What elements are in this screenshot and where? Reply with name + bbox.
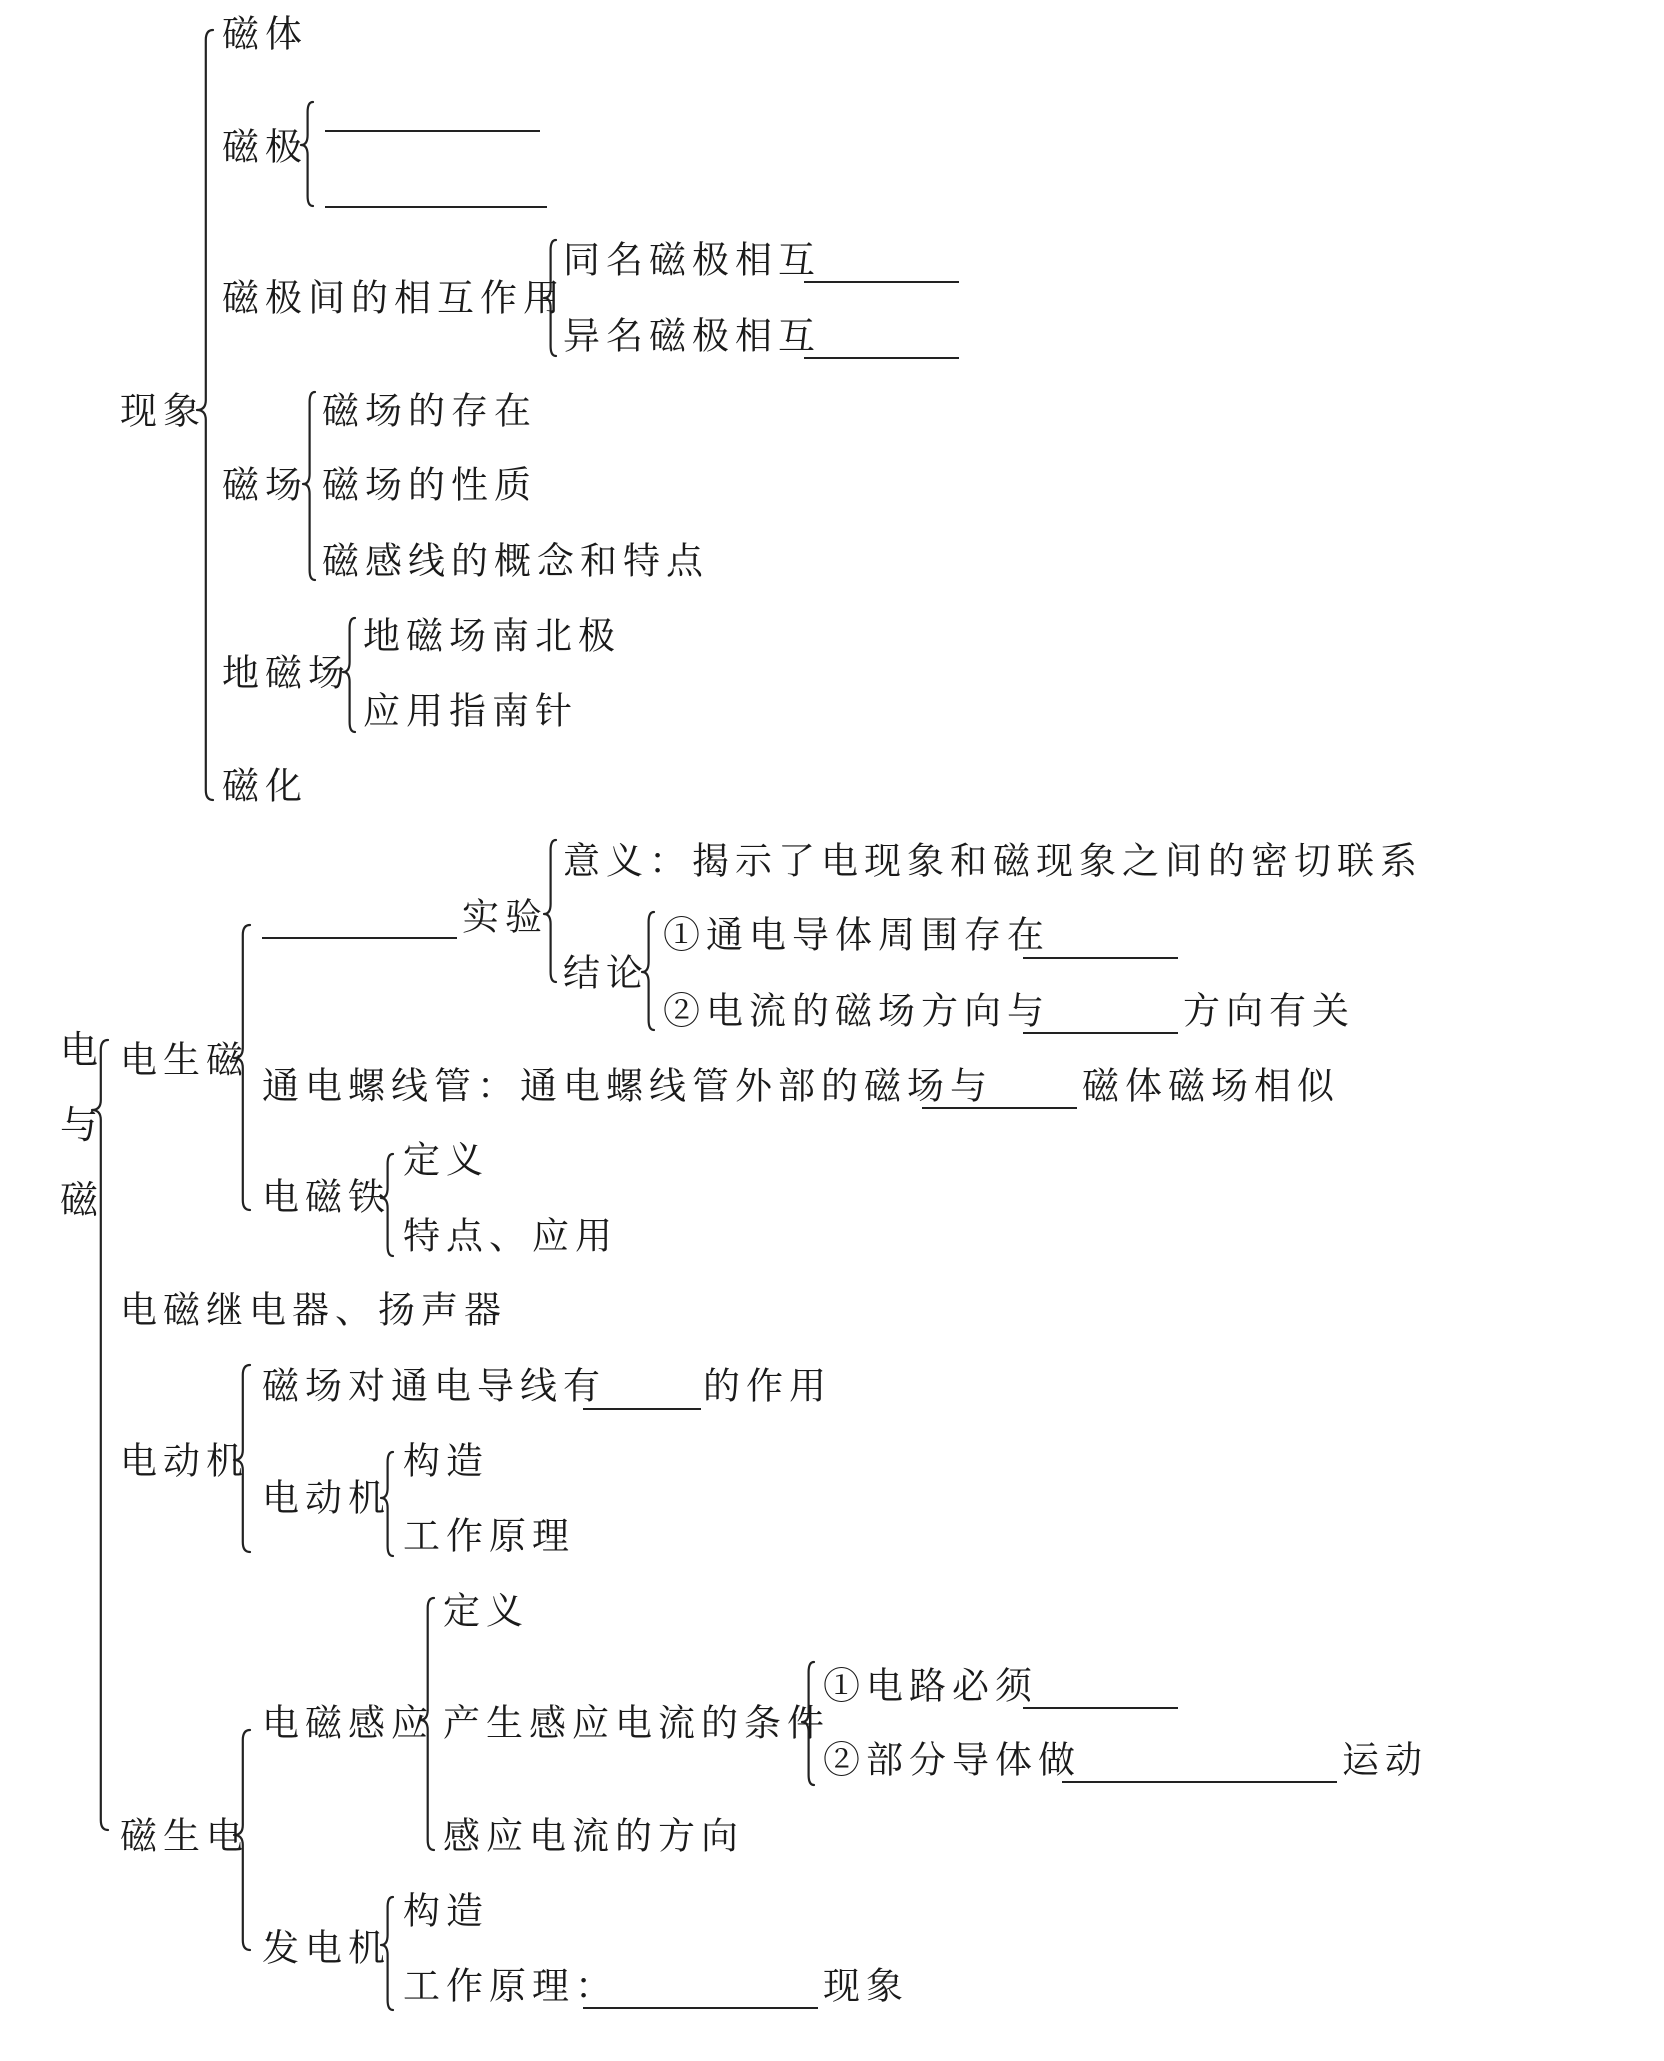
node-pole-interaction: 磁极间的相互作用 — [222, 276, 566, 320]
node-significance: 意义：揭示了电现象和磁现象之间的密切联系 — [563, 839, 1423, 883]
node-relay-speaker: 电磁继电器、扬声器 — [120, 1288, 507, 1332]
node-unlike-poles: 异名磁极相互 — [563, 314, 821, 358]
node-induction-topic: 磁生电 — [120, 1814, 249, 1858]
node-conclusion: 结论 — [563, 951, 649, 995]
blank-solenoid[interactable] — [922, 1107, 1077, 1109]
node-motor-structure: 构造 — [403, 1439, 489, 1483]
node-motor: 电动机 — [262, 1476, 391, 1520]
node-geomagnetic: 地磁场 — [222, 651, 351, 695]
node-generator-principle: 工作原理： — [403, 1964, 618, 2008]
brace — [88, 1038, 114, 1832]
blank-force[interactable] — [583, 1408, 701, 1410]
node-electromagnetism: 电生磁 — [120, 1038, 249, 1082]
blank-experiment[interactable] — [262, 937, 457, 939]
node-magnetic-field: 磁场 — [222, 463, 308, 507]
node-motor-principle: 工作原理 — [403, 1514, 575, 1558]
node-induction-definition: 定义 — [443, 1589, 529, 1633]
node-generator-structure: 构造 — [403, 1889, 489, 1933]
node-motor-topic: 电动机 — [120, 1439, 249, 1483]
root-char: 电 — [60, 1028, 99, 1072]
node-em-induction: 电磁感应 — [262, 1701, 434, 1745]
blank-conclusion-2[interactable] — [1023, 1032, 1178, 1034]
node-induction-condition: 产生感应电流的条件 — [443, 1701, 830, 1745]
node-generator: 发电机 — [262, 1926, 391, 1970]
node-condition-2-tail: 运动 — [1342, 1738, 1428, 1782]
node-phenomena: 现象 — [120, 389, 206, 433]
node-field-existence: 磁场的存在 — [322, 389, 537, 433]
node-geo-poles: 地磁场南北极 — [363, 614, 621, 658]
blank-unlike-poles[interactable] — [804, 357, 959, 359]
blank-condition-2[interactable] — [1062, 1781, 1337, 1783]
node-magnetization: 磁化 — [222, 764, 308, 808]
node-conclusion-2-tail: 方向有关 — [1183, 989, 1355, 1033]
node-compass: 应用指南针 — [363, 689, 578, 733]
node-solenoid: 通电螺线管：通电螺线管外部的磁场与 — [262, 1064, 993, 1108]
node-experiment: 实验 — [462, 895, 548, 939]
root-char: 与 — [60, 1103, 99, 1147]
node-solenoid-tail: 磁体磁场相似 — [1082, 1064, 1340, 1108]
blank-pole-2[interactable] — [325, 206, 547, 208]
node-electromagnet: 电磁铁 — [262, 1175, 391, 1219]
blank-conclusion-1[interactable] — [1023, 957, 1178, 959]
root-char: 磁 — [60, 1178, 99, 1222]
blank-condition-1[interactable] — [1023, 1707, 1178, 1709]
blank-pole-1[interactable] — [325, 130, 540, 132]
node-induction-direction: 感应电流的方向 — [443, 1814, 744, 1858]
node-field-lines: 磁感线的概念和特点 — [322, 539, 709, 583]
node-force-tail: 的作用 — [703, 1364, 832, 1408]
node-magnetic-pole: 磁极 — [222, 125, 308, 169]
node-em-definition: 定义 — [403, 1138, 489, 1182]
node-condition-2: ②部分导体做 — [823, 1738, 1081, 1782]
node-magnet: 磁体 — [222, 12, 308, 56]
node-force-on-wire: 磁场对通电导线有 — [262, 1364, 606, 1408]
blank-generator[interactable] — [583, 2007, 818, 2009]
node-like-poles: 同名磁极相互 — [563, 238, 821, 282]
node-conclusion-1: ①通电导体周围存在 — [663, 913, 1050, 957]
blank-like-poles[interactable] — [804, 281, 959, 283]
node-condition-1: ①电路必须 — [823, 1664, 1038, 1708]
node-em-features: 特点、应用 — [403, 1214, 618, 1258]
node-generator-tail: 现象 — [823, 1964, 909, 2008]
node-field-property: 磁场的性质 — [322, 463, 537, 507]
node-conclusion-2: ②电流的磁场方向与 — [663, 989, 1050, 1033]
